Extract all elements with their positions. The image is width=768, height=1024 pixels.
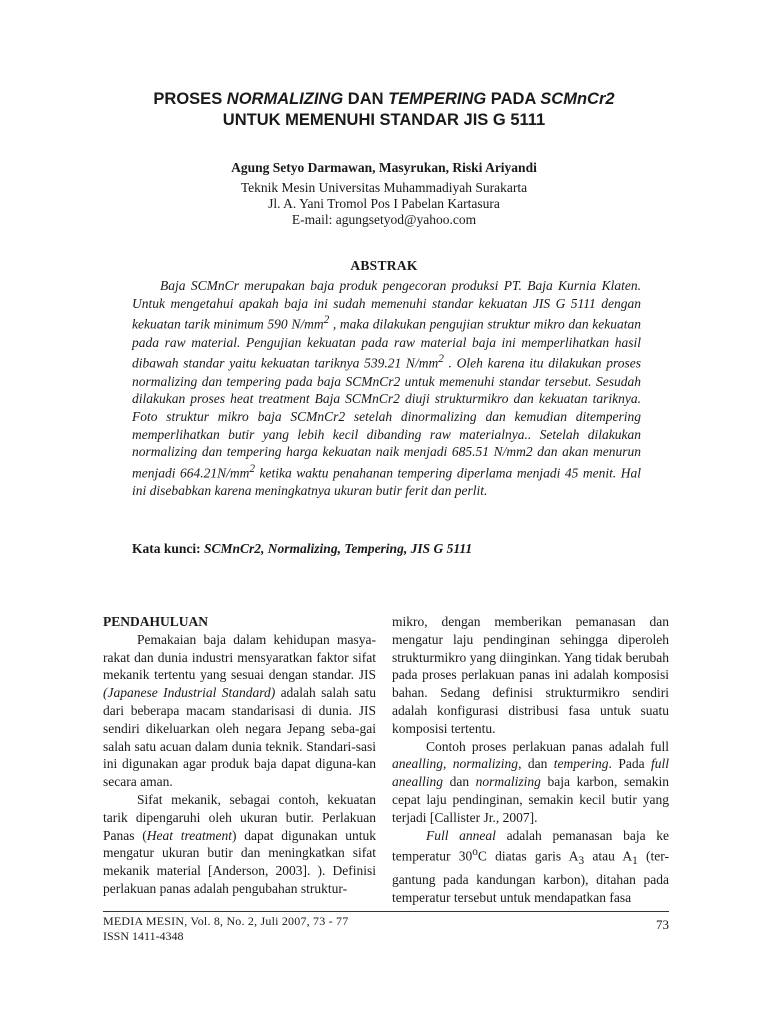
abstract-heading: ABSTRAK [350, 258, 418, 273]
text-run: Contoh proses perlakuan panas adalah full [426, 738, 669, 754]
keywords [132, 541, 641, 557]
italic-text-run: normalizing [452, 756, 519, 772]
footer-divider [103, 911, 669, 912]
abstract-text-4: ketika waktu penahanan tempering diperlama menjadi 45 menit. Hal ini disebabkan karena meningkatnya ukuran butir ferit dan perlit. [132, 465, 641, 499]
italic-text-run: (Japanese Industrial Standard) [103, 685, 276, 701]
journal-citation: MEDIA MESIN, Vol. 8, No. 2, Juli 2007, 73 - 77 [103, 914, 349, 928]
abstract-body [132, 277, 641, 500]
page-number: 73 [656, 917, 669, 932]
paragraph-intro-1 [103, 631, 376, 791]
subscript-a3: 3 [578, 855, 585, 868]
text-run: Pemakaian baja dalam kehidupan masya-rakat dan dunia industri mensyaratkan faktor sifat mekanik tertentu yang sesuai dengan standar. JIS [103, 631, 376, 683]
italic-text-run: full anealling [392, 756, 670, 790]
abstract-superscript-2: 2 [438, 353, 444, 366]
italic-text-run: normalizing [475, 774, 541, 790]
text-segment: atau A [584, 848, 633, 864]
paragraph-full-anneal [392, 827, 669, 907]
text-segment: adalah pemanasan baja ke temperatur 30 [392, 827, 669, 864]
subscript-a1: 1 [632, 855, 638, 868]
italic-text-run: SCMnCr2 [540, 90, 615, 108]
body-column-right [392, 613, 669, 907]
page-footer [103, 914, 669, 944]
section-heading-pendahuluan: PENDAHULUAN [103, 614, 209, 629]
text-segment: (ter-gantung pada kandungan karbon), ditahan pada temperatur tersebut untuk mendapatkan fasa [392, 848, 669, 906]
abstract-text-3: . Oleh karena itu dilakukan proses normalizing dan tempering pada baja SCMnCr2 untuk memenuhi standar tersebut. Sesudah dilakukan proses heat treatment Baja SCMnCr2 diuji strukturmikro dan kekuatan tariknya. Foto struktur mikro baja SCMnCr2 setelah dinormalizing dan kemudian ditempering memperlihatkan butir yang lebih kecil dibanding raw materialnya.. Setelah dilakukan normalizing dan tempering harga kekuatan naik menjadi 685.51 N/mm2 dan akan menurun menjadi 664.21N/mm [132, 355, 641, 481]
paragraph-intro-2 [103, 791, 376, 898]
term-full-anneal: Full anneal [426, 827, 496, 843]
italic-text-run: anealling [392, 756, 443, 772]
keywords-value: SCMnCr2, Normalizing, Tempering, JIS G 5111 [204, 541, 473, 556]
abstract-text-1: Baja SCMnCr merupakan baja produk pengecoran produksi PT. Baja Kurnia Klaten. Untuk mengetahui apakah baja ini sudah memenuhi standar kekuatan JIS G 5111 dengan kekuatan tarik minimum 590 N/mm [132, 278, 641, 332]
text-run: DAN [343, 90, 389, 108]
affiliation-email: E-mail: agungsetyod@yahoo.com [291, 212, 477, 227]
text-run: , dan [518, 756, 554, 772]
italic-text-run: NORMALIZING [226, 90, 344, 108]
text-run: dan [443, 774, 476, 790]
paper-title-line-2: UNTUK MEMENUHI STANDAR JIS G 5111 [222, 111, 546, 129]
italic-text-run: tempering [553, 756, 609, 772]
paper-title-line-1 [0, 89, 768, 109]
paragraph-microstructure: mikro, dengan memberikan pemanasan dan mengatur laju pendinginan sehingga diperoleh strukturmikro yang diinginkan. Yang tidak berubah pada proses perlakuan panas ini adalah komposisi bahan. Sedang definisi strukturmikro sendiri adalah konfigurasi distribusi fasa untuk suatu komposisi tertentu. [392, 614, 669, 736]
italic-text-run: Heat treatment [146, 827, 233, 843]
italic-text-run: TEMPERING [388, 90, 487, 108]
body-column-left [103, 613, 376, 898]
text-run: adalah salah satu dari beberapa macam standarisasi di dunia. JIS sendiri dikeluarkan oleh negara Jepang seba-gai salah satu acuan dalam dunia teknik. Standari-sasi ini digunakan agar produk baja dapat diguna-kan secara aman. [103, 685, 376, 790]
text-run: Sifat mekanik, sebagai contoh, kekuatan tarik dipengaruhi oleh ukuran butir. Perlakuan Panas ( [103, 791, 376, 843]
abstract-superscript-3: 2 [249, 463, 256, 476]
keywords-label: Kata kunci: [132, 541, 205, 556]
affiliation-address: Jl. A. Yani Tromol Pos I Pabelan Kartasura [268, 196, 500, 211]
text-run: . Pada [608, 756, 651, 772]
paragraph-heat-treatment-examples [392, 738, 669, 827]
issn: ISSN 1411-4348 [103, 929, 184, 943]
text-run: baja karbon, semakin cepat laju pendinginan, semakin kecil butir yang terjadi [Callister Jr., 2007]. [392, 774, 669, 825]
text-run: ) dapat digunakan untuk mengatur ukuran butir dan meningkatkan sifat mekanik material [Anderson, 2003]. ). Definisi perlakuan panas adalah pengubahan struktur- [103, 827, 377, 896]
degree-superscript: o [472, 846, 478, 859]
text-run: PROSES [153, 90, 227, 108]
abstract-superscript-1: 2 [323, 314, 330, 327]
text-run: PADA [486, 90, 541, 108]
text-run: , [443, 756, 453, 772]
text-segment: C diatas garis A [477, 848, 579, 864]
author-list: Agung Setyo Darmawan, Masyrukan, Riski Ariyandi [231, 160, 537, 175]
affiliation-institution: Teknik Mesin Universitas Muhammadiyah Surakarta [240, 180, 528, 195]
abstract-text-2: , maka dilakukan pengujian struktur mikro dan kekuatan pada raw material. Pengujian kekuatan pada raw material baja ini memperlihatkan hasil dibawah standar yaitu kekuatan tariknya 539.21 N/mm [132, 316, 641, 371]
